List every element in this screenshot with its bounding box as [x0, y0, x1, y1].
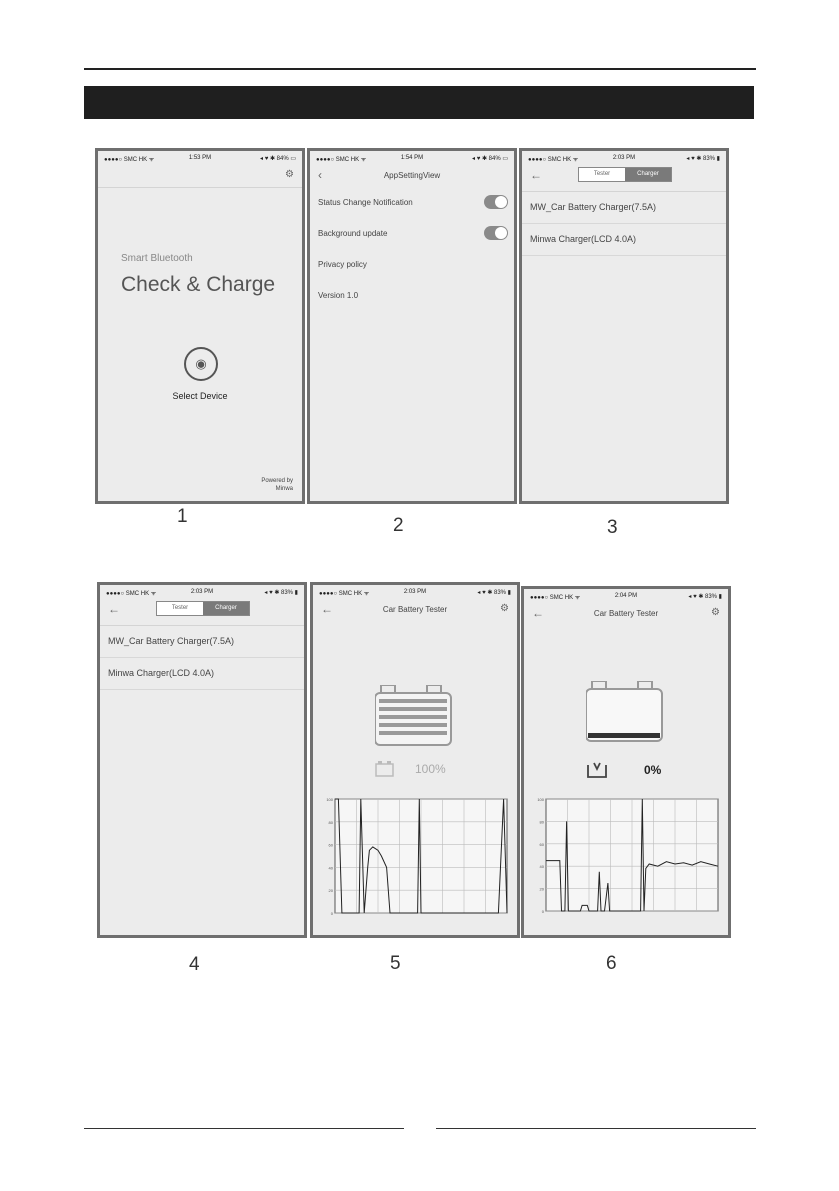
y-tick-label: 20: [328, 888, 333, 894]
navbar: [98, 165, 302, 188]
battery-indicator: ◂ ♥ ✱ 84% ▭: [472, 156, 508, 162]
carrier-label: ●●●●○ SMC HK ᯤ: [319, 591, 370, 597]
settings-row-privacy[interactable]: [310, 249, 514, 280]
carrier-label: ●●●●○ SMC HK ᯤ: [316, 157, 367, 163]
device-item[interactable]: Minwa Charger(LCD 4.0A): [100, 658, 304, 690]
status-bar: [98, 151, 302, 165]
navbar: [100, 599, 304, 626]
y-tick-label: 0: [330, 911, 333, 916]
screen-tester-full: [310, 582, 520, 938]
clock: 2:03 PM: [190, 589, 214, 595]
navbar: [310, 165, 514, 187]
notification-toggle[interactable]: [484, 195, 508, 209]
y-tick-label: 40: [539, 864, 544, 870]
y-tick-label: 20: [539, 886, 544, 892]
back-arrow-icon[interactable]: ←: [530, 168, 542, 182]
figure-number: 3: [607, 517, 618, 538]
settings-row-background[interactable]: [310, 218, 514, 249]
powered-line: Powered by: [261, 478, 293, 484]
carrier-label: ●●●●○ SMC HK ᯤ: [104, 157, 155, 163]
y-tick-label: 80: [328, 819, 333, 825]
battery-indicator: ◂ ♥ ✱ 83% ▮: [264, 590, 298, 596]
back-icon[interactable]: ‹: [318, 168, 322, 182]
y-tick-label: 60: [539, 841, 544, 847]
screen-tester-empty: [521, 586, 731, 938]
settings-row-version: [310, 280, 514, 311]
y-tick-label: 100: [326, 797, 333, 802]
top-rule: [84, 68, 756, 70]
powered-brand: Minwa: [275, 486, 293, 492]
header-bar: [84, 86, 754, 119]
figure-number: 6: [606, 953, 617, 974]
settings-row-notification[interactable]: [310, 187, 514, 218]
battery-indicator: ◂ ♥ ✱ 83% ▮: [688, 594, 722, 600]
row-label: Version 1.0: [318, 291, 359, 300]
tab-tester[interactable]: Tester: [579, 168, 625, 181]
device-item[interactable]: Minwa Charger(LCD 4.0A): [522, 224, 726, 256]
y-tick-label: 100: [537, 797, 544, 802]
powered-by: [261, 477, 293, 493]
carrier-label: ●●●●○ SMC HK ᯤ: [106, 591, 157, 597]
clock: 1:53 PM: [188, 155, 212, 161]
gear-icon[interactable]: ⚙: [500, 603, 509, 614]
battery-indicator: ◂ ♥ ✱ 84% ▭: [260, 156, 296, 162]
mode-segment: [156, 601, 250, 616]
device-item[interactable]: MW_Car Battery Charger(7.5A): [100, 626, 304, 658]
screen-device-list: [519, 148, 729, 504]
carrier-label: ●●●●○ SMC HK ᯤ: [528, 157, 579, 163]
nav-title: Car Battery Tester: [593, 609, 659, 618]
back-arrow-icon[interactable]: ←: [532, 606, 544, 620]
clock: 2:03 PM: [612, 155, 636, 161]
status-bar: [310, 151, 514, 165]
voltage-chart: [530, 795, 722, 933]
back-arrow-icon[interactable]: ←: [108, 602, 120, 616]
nav-title: Car Battery Tester: [382, 605, 448, 614]
clock: 2:03 PM: [403, 589, 427, 595]
battery-indicator: ◂ ♥ ✱ 83% ▮: [686, 156, 720, 162]
status-bar: [524, 589, 728, 603]
back-arrow-icon[interactable]: ←: [321, 602, 333, 616]
figure-number: 2: [393, 515, 404, 536]
status-bar: [522, 151, 726, 165]
clock: 2:04 PM: [614, 593, 638, 599]
charge-percent: 100%: [415, 762, 446, 776]
gear-icon[interactable]: ⚙: [711, 607, 720, 618]
row-label: Privacy policy: [318, 260, 367, 269]
app-title: Check & Charge: [121, 273, 276, 296]
screen-home: [95, 148, 305, 504]
screen-device-list-2: [97, 582, 307, 938]
device-item[interactable]: MW_Car Battery Charger(7.5A): [522, 192, 726, 224]
background-toggle[interactable]: [484, 226, 508, 240]
figure-number: 5: [390, 953, 401, 974]
figure-number: 4: [189, 954, 200, 975]
mode-segment: [578, 167, 672, 182]
gear-icon[interactable]: ⚙: [285, 169, 294, 180]
row-label: Status Change Notification: [318, 198, 413, 207]
tab-charger[interactable]: Charger: [625, 168, 671, 181]
nav-title: AppSettingView: [383, 171, 441, 180]
footer-rule-right: [436, 1128, 756, 1129]
figure-number: 1: [177, 506, 188, 527]
tab-tester[interactable]: Tester: [157, 602, 203, 615]
select-device-button[interactable]: Select Device: [172, 391, 228, 401]
y-tick-label: 60: [328, 842, 333, 848]
tab-charger[interactable]: Charger: [203, 602, 249, 615]
row-label: Background update: [318, 229, 388, 238]
app-subtitle: Smart Bluetooth: [121, 253, 193, 264]
wifi-icon[interactable]: ◉: [184, 347, 218, 381]
clock: 1:54 PM: [400, 155, 424, 161]
status-bar: [313, 585, 517, 599]
voltage-chart: [319, 795, 511, 935]
y-tick-label: 80: [539, 819, 544, 825]
screen-settings: [307, 148, 517, 504]
carrier-label: ●●●●○ SMC HK ᯤ: [530, 595, 581, 601]
status-bar: [100, 585, 304, 599]
battery-full-icon: [375, 685, 455, 747]
y-tick-label: 40: [328, 865, 333, 871]
battery-indicator: ◂ ♥ ✱ 83% ▮: [477, 590, 511, 596]
battery-empty-icon: [586, 681, 666, 743]
footer-rule-left: [84, 1128, 404, 1129]
navbar: [524, 603, 728, 625]
battery-warning-icon: [586, 761, 608, 779]
navbar: [313, 599, 517, 621]
y-tick-label: 0: [541, 909, 544, 914]
charge-percent: 0%: [644, 763, 662, 777]
battery-small-icon: [375, 761, 395, 777]
navbar: [522, 165, 726, 192]
